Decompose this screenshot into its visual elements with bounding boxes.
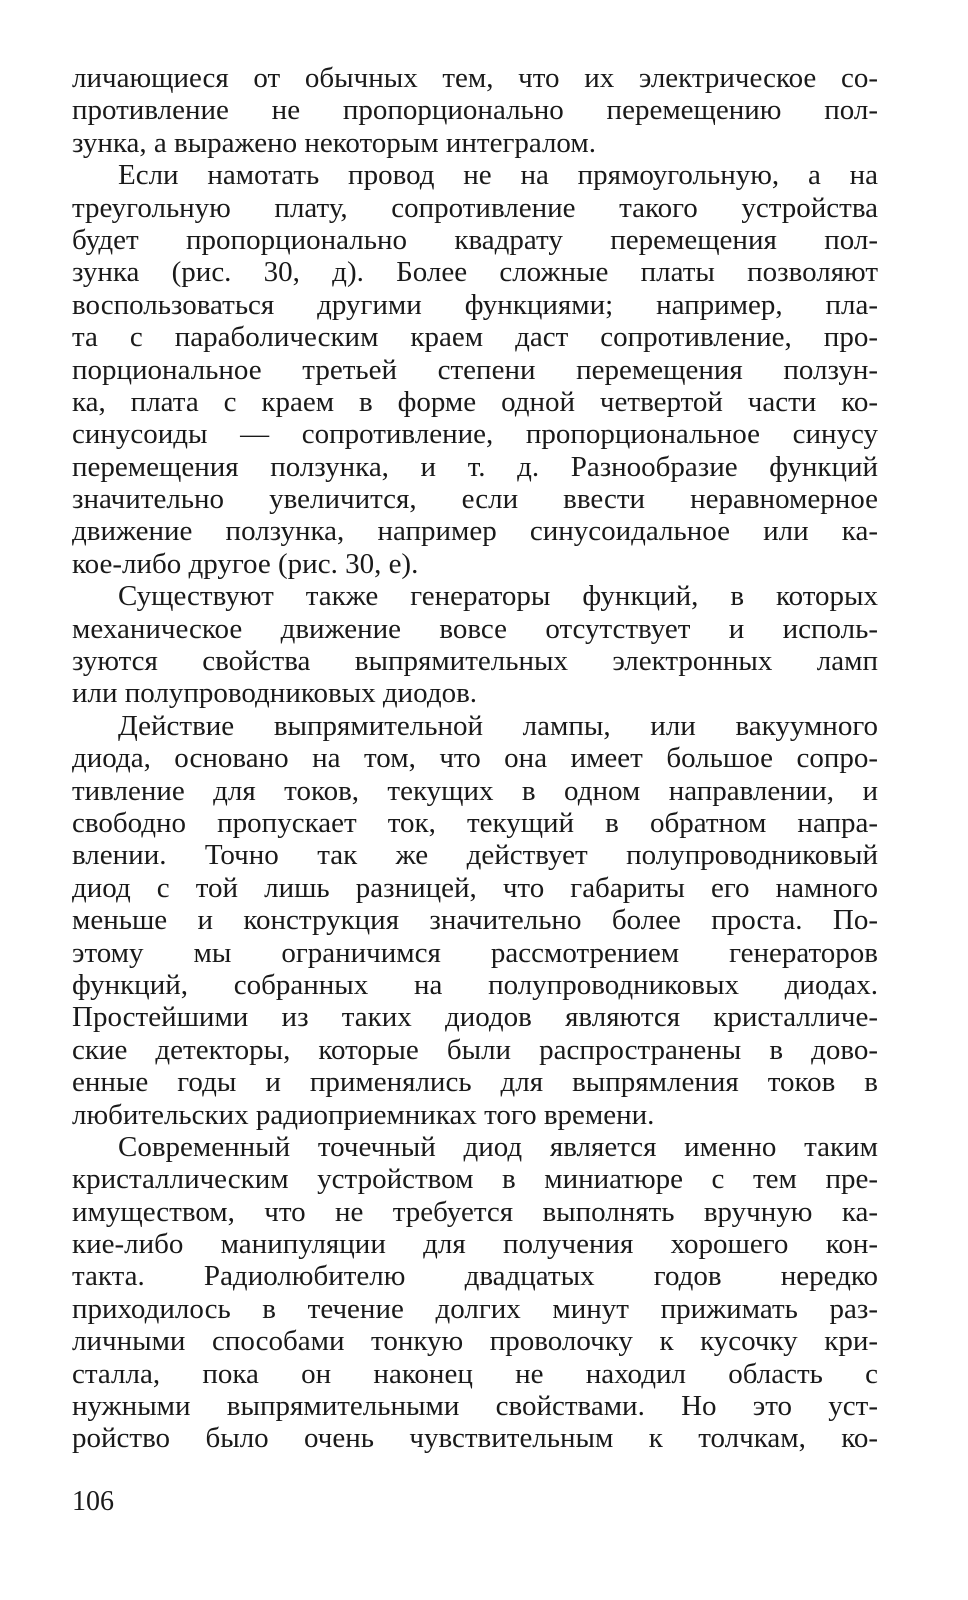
text-line: Простейшими из таких диодов являются кристалличе-: [72, 1001, 878, 1034]
text-line: та с параболическим краем даст сопротивление, про-: [72, 321, 878, 354]
text-line: перемещения ползунка, и т. д. Разнообразие функций: [72, 450, 878, 483]
text-line: воспользоваться другими функциями; например, пла-: [72, 288, 878, 321]
text-line: тивление для токов, текущих в одном направлении, и: [72, 774, 878, 807]
page-text: [72, 62, 878, 1455]
text-line: такта. Радиолюбителю двадцатых годов нередко: [72, 1260, 878, 1293]
text-line: сталла, пока он наконец не находил область с: [72, 1357, 878, 1390]
paragraph-first-line: Если намотать провод не на прямоугольную, а на: [118, 159, 878, 192]
text-line: синусоиды — сопротивление, пропорциональное синусу: [72, 418, 878, 451]
page-number: 106: [72, 1486, 114, 1517]
paragraph-first-line: Современный точечный диод является именно таким: [118, 1130, 878, 1163]
text-line: зунка (рис. 30, д). Более сложные платы позволяют: [72, 256, 878, 289]
text-line: ка, плата с краем в форме одной четвертой части ко-: [72, 385, 878, 418]
text-line: нужными выпрямительными свойствами. Но это уст-: [72, 1390, 878, 1423]
text-line: функций, собранных на полупроводниковых диодах.: [72, 968, 878, 1001]
text-line: движение ползунка, например синусоидальное или ка-: [72, 515, 878, 548]
text-line: противление не пропорционально перемещению пол-: [72, 94, 878, 127]
text-line: будет пропорционально квадрату перемещения пол-: [72, 223, 878, 256]
text-line: треугольную плату, сопротивление такого устройства: [72, 191, 878, 224]
text-line: диода, основано на том, что она имеет большое сопро-: [72, 742, 878, 775]
text-line: влении. Точно так же действует полупроводниковый: [72, 839, 878, 872]
text-line: енные годы и применялись для выпрямления токов в: [72, 1066, 878, 1099]
text-line: ские детекторы, которые были распространены в дово-: [72, 1033, 878, 1066]
text-line: диод с той лишь разницей, что габариты его намного: [72, 871, 878, 904]
text-line: порциональное третьей степени перемещения ползун-: [72, 353, 878, 386]
paragraph-end-line: кое-либо другое (рис. 30, е).: [72, 547, 419, 580]
text-line: ройство было очень чувствительным к толчкам, ко-: [72, 1422, 878, 1455]
text-line: приходилось в течение долгих минут прижимать раз-: [72, 1292, 878, 1325]
text-line: имуществом, что не требуется выполнять вручную ка-: [72, 1195, 878, 1228]
paragraph-end-line: любительских радиоприемниках того времени.: [72, 1098, 655, 1131]
text-line: свободно пропускает ток, текущий в обратном напра-: [72, 806, 878, 839]
paragraph-end-line: зунка, а выражено некоторым интегралом.: [72, 126, 596, 159]
paragraph-first-line: Существуют также генераторы функций, в которых: [118, 580, 878, 613]
text-line: меньше и конструкция значительно более проста. По-: [72, 904, 878, 937]
text-line: механическое движение вовсе отсутствует и исполь-: [72, 612, 878, 645]
text-line: личными способами тонкую проволочку к кусочку кри-: [72, 1325, 878, 1358]
text-line: значительно увеличится, если ввести неравномерное: [72, 483, 878, 516]
text-line: зуются свойства выпрямительных электронных ламп: [72, 645, 878, 678]
text-line: этому мы ограничимся рассмотрением генераторов: [72, 936, 878, 969]
paragraph-end-line: или полупроводниковых диодов.: [72, 677, 478, 710]
text-line: кристаллическим устройством в миниатюре с тем пре-: [72, 1163, 878, 1196]
paragraph-first-line: Действие выпрямительной лампы, или вакуумного: [118, 709, 878, 742]
text-line: личающиеся от обычных тем, что их электрическое со-: [72, 62, 878, 94]
text-line: кие-либо манипуляции для получения хорошего кон-: [72, 1228, 878, 1261]
